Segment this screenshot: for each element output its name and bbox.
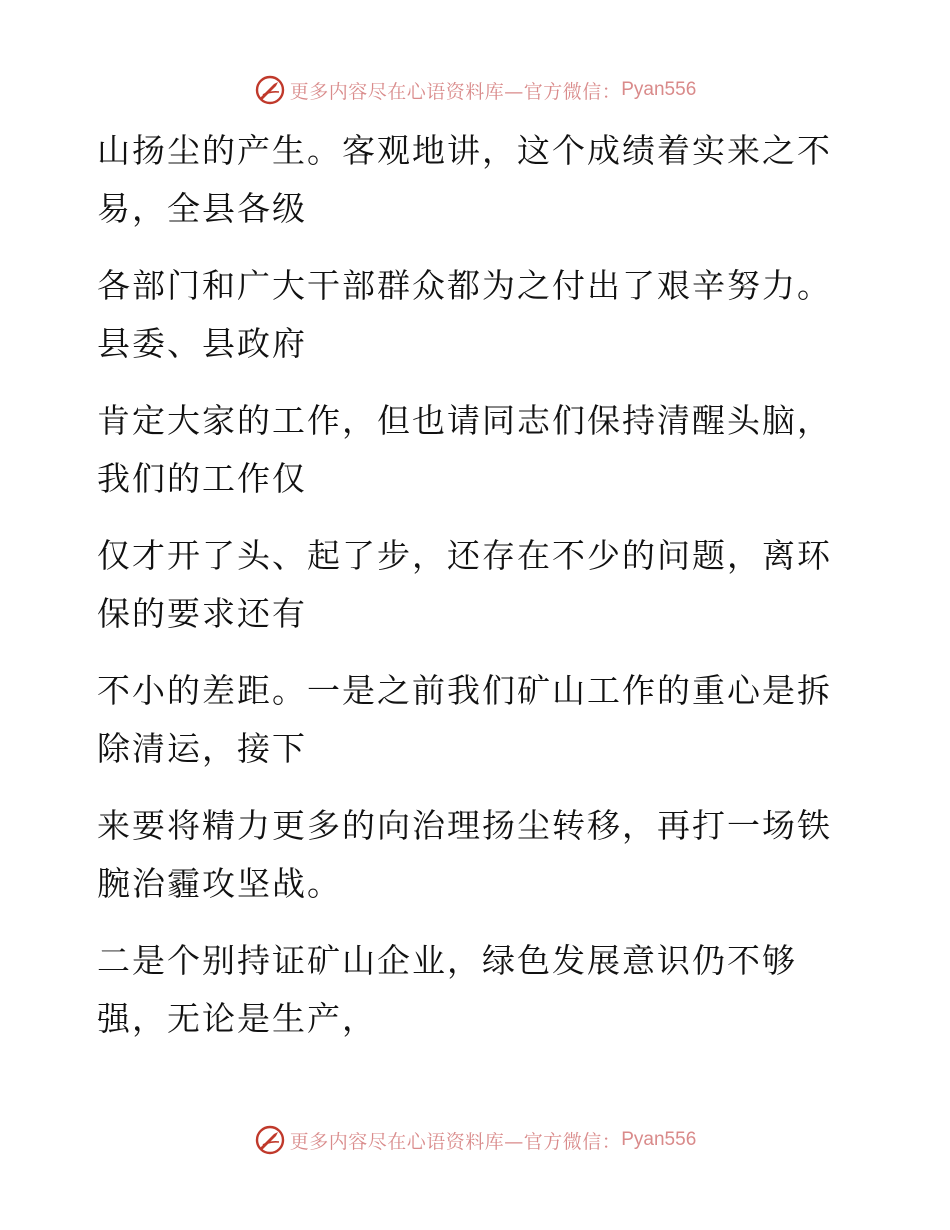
paragraph-2-line-2: 县委、县政府 [97,324,307,363]
paragraph-7-line-1: 二是个别持证矿山企业，绿色发展意识仍不够 [97,941,797,980]
paragraph-7-line-2: 强，无论是生产， [97,999,377,1038]
paragraph-5-line-1: 不小的差距。一是之前我们矿山工作的重心是拆 [97,671,832,710]
paragraph-1-line-1: 山扬尘的产生。客观地讲，这个成绩着实来之不 [97,131,832,170]
pen-logo-icon [254,1124,286,1156]
header-banner-text: 更多内容尽在心语资料库—官方微信： [289,80,622,103]
paragraph-4-line-2: 保的要求还有 [97,594,307,633]
header-banner [0,70,950,110]
paragraph-6-line-1: 来要将精力更多的向治理扬尘转移，再打一场铁 [97,806,832,845]
paragraph-6-line-2: 腕治霾攻坚战。 [97,864,342,903]
paragraph-3 [97,392,837,508]
paragraph-6 [97,797,837,913]
paragraph-5 [97,662,837,778]
pen-logo-icon [254,74,286,106]
header-wechat-id: Pyan556 [621,79,697,100]
paragraph-2 [97,257,837,373]
paragraph-2-line-1: 各部门和广大干部群众都为之付出了艰辛努力。 [97,266,832,305]
paragraph-1-line-2: 易，全县各级 [97,189,307,228]
document-body [97,122,837,1067]
footer-banner [0,1120,950,1160]
paragraph-4 [97,527,837,643]
paragraph-1 [97,122,837,238]
footer-wechat-id: Pyan556 [621,1129,697,1150]
paragraph-4-line-1: 仅才开了头、起了步，还存在不少的问题，离环 [97,536,832,575]
paragraph-5-line-2: 除清运，接下 [97,729,307,768]
footer-banner-text: 更多内容尽在心语资料库—官方微信： [289,1130,622,1153]
paragraph-3-line-1: 肯定大家的工作，但也请同志们保持清醒头脑， [97,401,832,440]
paragraph-3-line-2: 我们的工作仅 [97,459,307,498]
paragraph-7 [97,932,837,1048]
